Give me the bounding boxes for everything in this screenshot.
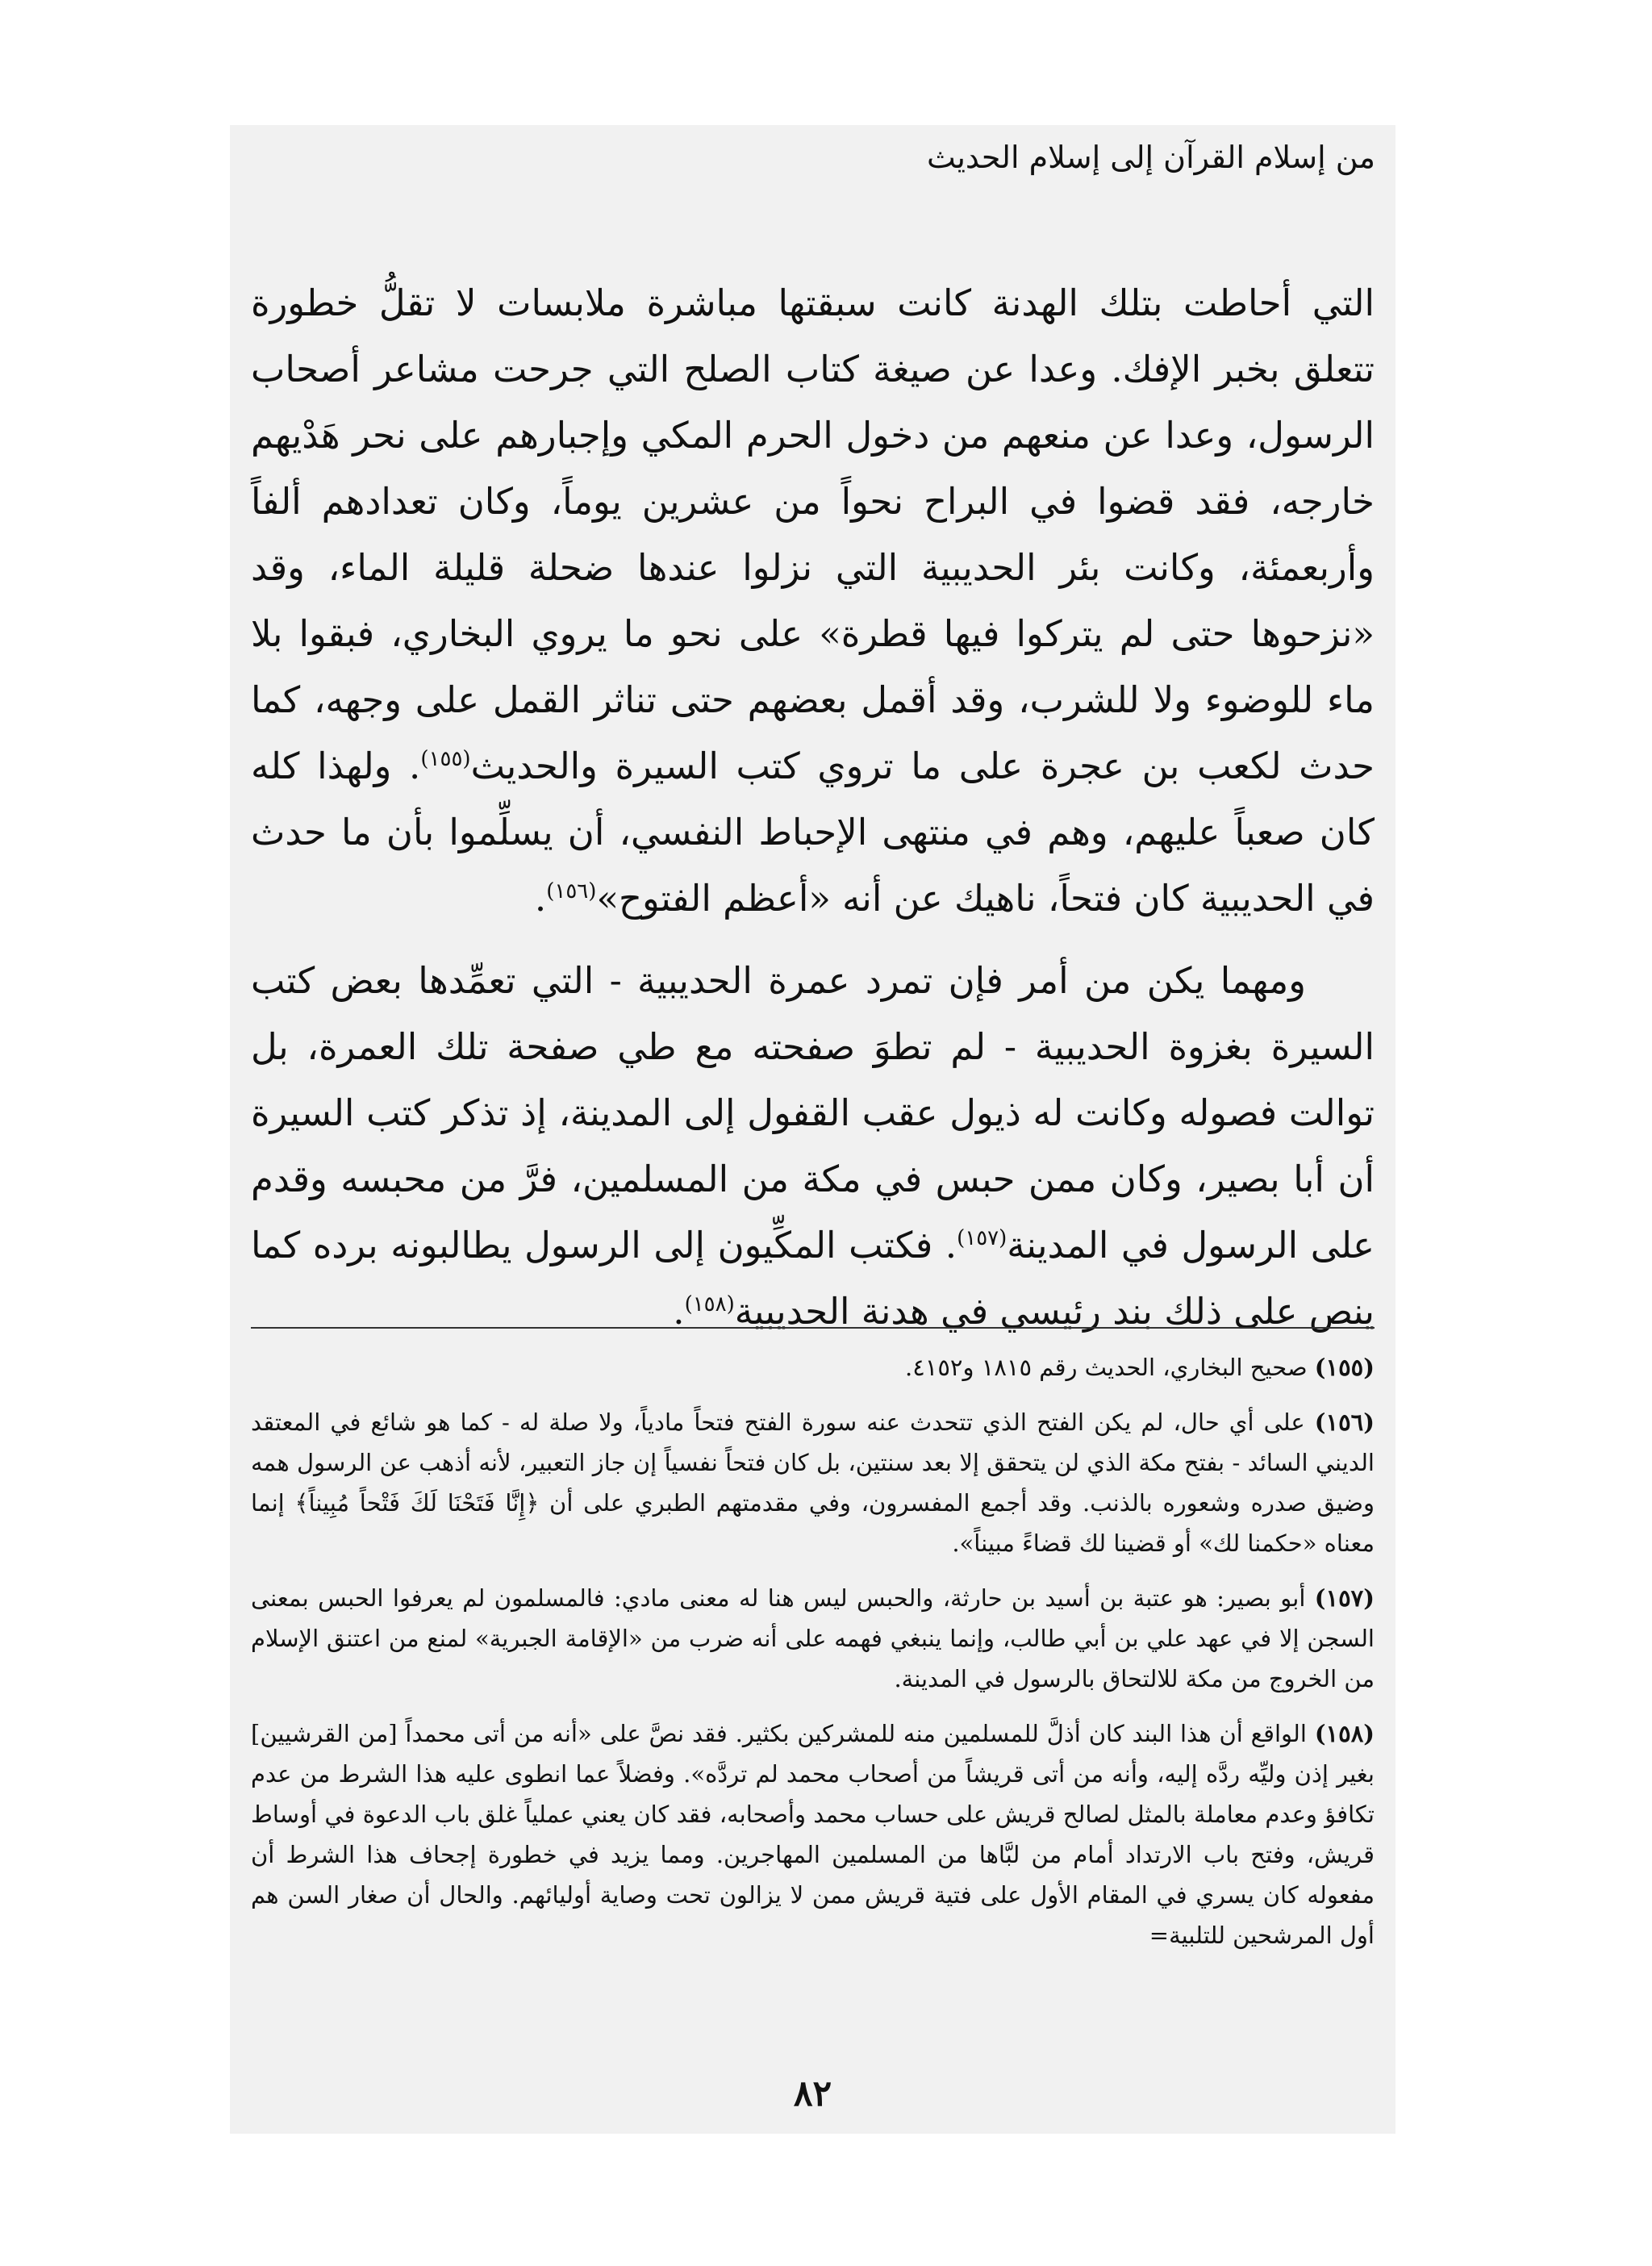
- page-number: ٨٢: [793, 2073, 832, 2114]
- footnote-reference: (١٥٧): [957, 1226, 1007, 1250]
- footnote: [251, 1713, 1375, 1955]
- footnote-text: الواقع أن هذا البند كان أذلَّ للمسلمين منه للمشركين بكثير. فقد نصَّ على «أنه من أتى محمداً [من القرشيين] بغير إذن وليِّه ردَّه إليه، وأنه من أتى قريشاً من أصحاب محمد لم تردَّه». وفضلاً عما انطوى عليه هذا الشرط من عدم تكافؤ وعدم معاملة بالمثل لصالح قريش على حساب محمد وأصحابه، فقد كان يعني عملياً غلق باب الدعوة في أوساط قريش، وفتح باب الارتداد أمام من لبَّاها من المسلمين المهاجرين. ومما يزيد في خطورة إجحاف هذا الشرط أن مفعوله كان يسري في المقام الأول على فتية قريش ممن لا يزالون تحت وصاية أوليائهم. والحال أن صغار السن هم أول المرشحين للتلبية=: [251, 1720, 1375, 1949]
- footnote-number: (١٥٧): [1314, 1584, 1375, 1612]
- footnote: [251, 1402, 1375, 1563]
- running-header: من إسلام القرآن إلى إسلام الحديث: [927, 140, 1375, 175]
- footnote-reference: (١٥٨): [684, 1292, 735, 1317]
- paragraph-text: .: [534, 877, 547, 920]
- footnote: [251, 1578, 1375, 1699]
- body-paragraph: [251, 270, 1375, 932]
- footnotes: [230, 1347, 1395, 1970]
- footnote-reference: (١٥٥): [420, 747, 471, 771]
- paragraph-text: التي أحاطت بتلك الهدنة كانت سبقتها مباشرة ملابسات لا تقلُّ خطورة تتعلق بخبر الإفك. وعدا عن صيغة كتاب الصلح التي جرحت مشاعر أصحاب الرسول، وعدا عن منعهم من دخول الحرم المكي وإجبارهم على نحر هَدْيهم خارجه، فقد قضوا في البراح نحواً من عشرين يوماً، وكان تعدادهم ألفاً وأربعمئة، وكانت بئر الحديبية التي نزلوا عندها ضحلة قليلة الماء، وقد «نزحوها حتى لم يتركوا فيها قطرة» على نحو ما يروي البخاري، فبقوا بلا ماء للوضوء ولا للشرب، وقد أقمل بعضهم حتى تناثر القمل على وجهه، كما حدث لكعب بن عجرة على ما تروي كتب السيرة والحديث: [251, 282, 1375, 787]
- paragraph-text: . فكتب المكِّيون إلى الرسول يطالبونه برده كما ينص على ذلك بند رئيسي في هدنة الحديبية: [251, 1224, 1375, 1333]
- footnote-number: (١٥٨): [1314, 1720, 1375, 1747]
- paragraph-text: . ولهذا كله كان صعباً عليهم، وهم في منتهى الإحباط النفسي، أن يسلِّموا بأن ما حدث في الحديبية كان فتحاً، ناهيك عن أنه «أعظم الفتوح»: [251, 745, 1375, 920]
- main-text: [230, 270, 1395, 1345]
- body-paragraph: [251, 948, 1375, 1345]
- footnote-text: صحيح البخاري، الحديث رقم ١٨١٥ و٤١٥٢.: [904, 1354, 1308, 1381]
- paragraph-text: ومهما يكن من أمر فإن تمرد عمرة الحديبية - التي تعمِّدها بعض كتب السيرة بغزوة الحديبية - لم تطوَ صفحته مع طي صفحة تلك العمرة، بل توالت فصوله وكانت له ذيول عقب القفول إلى المدينة، إذ تذكر كتب السيرة أن أبا بصير، وكان ممن حبس في مكة من المسلمين، فرَّ من محبسه وقدم على الرسول في المدينة: [251, 959, 1375, 1267]
- footnote-divider: [251, 1327, 1375, 1329]
- paragraph-text: .: [673, 1290, 685, 1333]
- book-page: [230, 125, 1395, 2134]
- footnote-text: على أي حال، لم يكن الفتح الذي تتحدث عنه سورة الفتح فتحاً مادياً، ولا صلة له - كما هو شائع في المعتقد الديني السائد - بفتح مكة الذي لن يتحقق إلا بعد سنتين، بل كان فتحاً نفسياً إن جاز التعبير، لأنه أذهب عن الرسول همه وضيق صدره وشعوره بالذنب. وقد أجمع المفسرون، وفي مقدمتهم الطبري على أن ﴿إِنَّا فَتَحْنَا لَكَ فَتْحاً مُبِيناً﴾ إنما معناه «حكمنا لك» أو قضينا لك قضاءً مبيناً».: [251, 1408, 1375, 1557]
- footnote-number: (١٥٥): [1314, 1354, 1375, 1381]
- footnote-number: (١٥٦): [1314, 1408, 1375, 1436]
- footnote-text: أبو بصير: هو عتبة بن أسيد بن حارثة، والحبس ليس هنا له معنى مادي: فالمسلمون لم يعرفوا الحبس بمعنى السجن إلا في عهد علي بن أبي طالب، وإنما ينبغي فهمه على أنه ضرب من «الإقامة الجبرية» لمنع من اعتنق الإسلام من الخروج من مكة للالتحاق بالرسول في المدينة.: [251, 1584, 1375, 1692]
- footnote-reference: (١٥٦): [546, 879, 597, 903]
- footnote: [251, 1347, 1375, 1388]
